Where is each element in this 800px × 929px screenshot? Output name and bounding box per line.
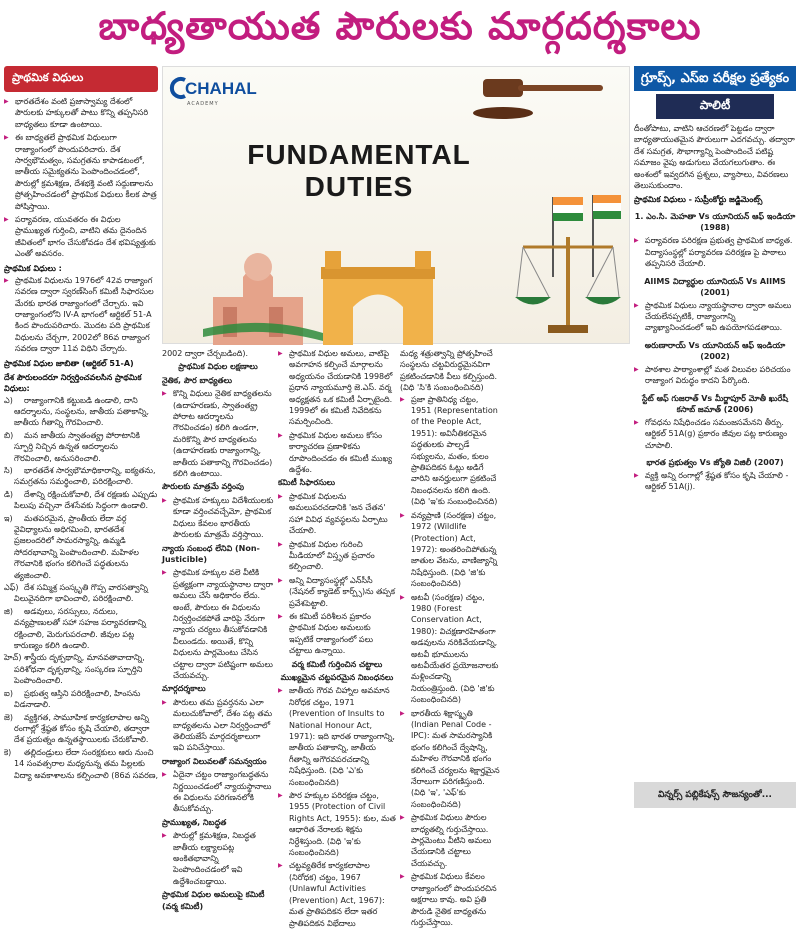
- paragraph: ▶ జాతీయ గౌరవ చిహ్నాల అవమాన నిరోధక చట్టం, 1971 (Prevention of Insults to National Honour Act, 1971): ఇది భారత రాజ్యాంగాన్ని, జాతీయ పతాకాన్ని, జాతీయ గీతాన్ని అగౌరవపరచడాన్ని నిషేధిస్తుంది. (విధి 'ఎ'కు సంబంధించినది): [278, 685, 396, 788]
- logo-text: CHAHAL: [185, 79, 257, 98]
- subheading: వర్మ కమిటీ గుర్తించిన చట్టాలు: [291, 659, 383, 669]
- body-column-3: [400, 348, 500, 927]
- paragraph: ▶ ఏదైనా చట్టం రాజ్యాంగబద్ధతను నిర్ణయించడంలో న్యాయస్థానాలు ఈ విధులను పరిగణనలోకి తీసుకోవచ్చు.: [162, 769, 274, 815]
- footer-credit: విన్నర్స్ పబ్లికేషన్స్ సౌజన్యంతో...: [634, 782, 796, 808]
- paragraph: ▶ పౌరులు తమ ప్రవర్తనను ఎలా మలుచుకోవాలో, దేశం పట్ల తమ బాధ్యతలను ఎలా నిర్వర్తించాలో తెలియజేసే మార్గదర్శకాలుగా ఇవి పనిచేస్తాయి.: [162, 697, 274, 754]
- paragraph: ▶ ప్రజా ప్రాతినిధ్య చట్టం, 1951 (Representation of the People Act, 1951): అవినీతికరమైన పద్ధతులకు పాల్పడే సభ్యులను, మతం, కులం ప్రాతిపదికన ఓట్లు అడిగే వారిని అనర్హులుగా ప్రకటించే నిబంధనలను కలిగి ఉంది. (విధి 'ఇ'కు సంబంధించినది): [400, 394, 500, 508]
- paragraph: ▶ భారతీయ శిక్షాస్మృతి (Indian Penal Code - IPC): మత సామరస్యానికి భంగం కలిగించే ద్వేషాన్ని, మహిళల గౌరవానికి భంగం కలిగించే చర్యలను శిక్షార్హమైన నేరాలుగా పరిగణిస్తుంది. (విధి 'ఇ', 'ఎఫ్'కు సంబంధించినది): [400, 708, 500, 811]
- subheading: ప్రాథమిక విధుల జాబితా (ఆర్టికల్ 51-A): [4, 358, 134, 368]
- paragraph: ▶ అన్ని విద్యాసంస్థల్లో ఎన్‌సీసీ (నేషనల్ క్యాడెట్ కార్ప్స్)ను తప్పక ప్రవేశపెట్టాలి.: [278, 575, 396, 609]
- gavel-icon: [463, 73, 613, 123]
- paragraph: ▶ ఈ కమిటీ పరిశీలన ప్రకారం ప్రాథమిక విధుల అమలుకు ఇప్పటికే రాజ్యాంగంలో పలు చట్టాలు ఉన్నాయి.: [278, 611, 396, 657]
- paragraph: ▶ పౌర హక్కుల పరిరక్షణ చట్టం, 1955 (Protection of Civil Rights Act, 1955): కుల, మత ఆధారిత నేరాలకు శిక్షను నిర్దేశిస్తుంది. (విధి 'ఇ'కు సంబంధించినది): [278, 790, 396, 858]
- duty-item-text: రాజ్యాంగానికి కట్టుబడి ఉండాలి, దాని ఆదర్శాలను, సంస్థలను, జాతీయ పతాకాన్ని, జాతీయ గీతాన్ని గౌరవించాలి.: [14, 395, 150, 428]
- duty-item-number: సి): [4, 465, 13, 475]
- page-banner: [0, 0, 800, 62]
- duty-item: [4, 652, 158, 686]
- hero-illustration: [162, 66, 630, 344]
- body-column-4: [504, 348, 630, 810]
- page-title: బాధ్యతాయుత పౌరులకు మార్గదర్శకాలు: [98, 4, 702, 48]
- duty-item-text: తల్లిదండ్రులు లేదా సంరక్షకులు ఆరు నుంచి 14 సంవత్సరాల మధ్యనున్న తమ పిల్లలకు విద్యా అవకాశాలను కల్పించాలి (86వ సవరణ,: [14, 747, 159, 780]
- body-column-1: [162, 348, 274, 911]
- duty-item: [4, 395, 158, 429]
- monuments-illustration: [203, 237, 443, 345]
- duty-item-text: అడవులు, సరస్సులు, నదులు, వన్యప్రాణులతో సహా సహజ పర్యావరణాన్ని రక్షించాలి, మెరుగుపరచాలి. జీవుల పట్ల కారుణ్యం కలిగి ఉండాలి.: [14, 606, 146, 651]
- duty-item: [4, 747, 158, 781]
- case-list: [634, 211, 796, 492]
- duty-list: [4, 395, 158, 781]
- duty-item: [4, 712, 158, 746]
- paragraph: ▶ ప్రాథమిక విధుల అమలు, వాటిపై అవగాహన కల్పించే మార్గాలను అధ్యయనం చేయడానికి 1998లో ప్రధాన న్యాయమూర్తి జె.ఎస్. వర్మ అధ్యక్షతన ఒక కమిటీ ఏర్పాటైంది. 1999లో ఈ కమిటీ నివేదికను సమర్పించింది.: [278, 348, 396, 428]
- subheading: రాజ్యాంగ విలువలతో సమన్వయం: [162, 756, 267, 766]
- paragraph: ▶ చట్టవ్యతిరేక కార్యకలాపాల (నిరోధక) చట్టం, 1967 (Unlawful Activities (Prevention) Act, 1967): మత ప్రాతిపదికన లేదా ఇతర ప్రాతిపదికన విభేదాలు: [278, 860, 396, 928]
- case-text: ▶ గోవధను నిషేధించడం సమంజసమేనని తీర్పు. ఆర్టికల్ 51A(g) ప్రకారం జీవుల పట్ల కారుణ్యం చూపాలి.: [634, 417, 796, 451]
- duty-item-number: జి): [4, 606, 13, 616]
- duty-item-text: దేశాన్ని రక్షించుకోవాలి, దేశ రక్షణకు ఎప్పుడు పిలుపు వచ్చినా దేశసేవకు సిద్ధంగా ఉండాలి.: [14, 489, 158, 511]
- paragraph: ▶ ప్రాథమిక విధుల అమలు కోసం కార్యాచరణ ప్రణాళికను రూపొందించడం ఈ కమిటీ ముఖ్య ఉద్దేశం.: [278, 430, 396, 476]
- duty-item: [4, 465, 158, 488]
- paragraph: ▶ ప్రాథమిక విధులు కేవలం రాజ్యాంగంలో పొందుపరచిన అక్షరాలు కావు. అవి ప్రతి పౌరుడి నైతిక బాధ్యతను గుర్తుచేస్తాయి.: [400, 871, 500, 928]
- chahal-logo: [169, 73, 257, 113]
- case-title: స్టేట్ ఆఫ్ గుజరాత్ Vs మీర్జాపూర్ మోతీ ఖురేషీ కసాబ్ జమాత్ (2006): [642, 393, 788, 414]
- subheading: పౌరులకు మాత్రమే వర్తింపు: [162, 482, 245, 492]
- paragraph: ▶ ప్రాథమిక హక్కుల వలె వీటికి ప్రత్యక్షంగా న్యాయస్థానాల ద్వారా అమలు చేసే అధికారం లేదు. అంటే, పౌరులు ఈ విధులను నిర్వర్తించకపోతే వారిపై నేరుగా న్యాయ చర్యలు తీసుకోవడానికి వీలుండదు. అయితే, కొన్ని విధులను పార్లమెంటు చేసిన చట్టాల ద్వారా పటిష్టంగా అమలు చేయవచ్చు.: [162, 567, 274, 681]
- subheading: కమిటీ సిఫారసులు: [278, 478, 336, 488]
- duty-item: [4, 489, 158, 512]
- right-column: [634, 66, 796, 810]
- duty-item-text: వ్యక్తిగత, సామూహిక కార్యకలాపాల అన్ని రంగాల్లో శ్రేష్ఠత కోసం కృషి చేయాలి, తద్వారా దేశ ప్రయత్నం ఉన్నతస్థాయిలకు చేరుకోవాలి.: [14, 712, 150, 745]
- duty-item-number: బి): [4, 430, 14, 440]
- paragraph: ▶ ప్రాథమిక విధుల గురించి మీడియాలో విస్తృత ప్రచారం కల్పించాలి.: [278, 539, 396, 573]
- paragraph: మధ్య శత్రుత్వాన్ని ప్రోత్సహించే సంస్థలను చట్టవిరుద్ధమైనవిగా ప్రకటించడానికి వీలు కల్పిస్తుంది. (విధి 'సి'కి సంబంధించినది): [400, 349, 498, 393]
- intro-paragraph: దీంతోపాటు, వాటిని ఆచరణలో పెట్టడం ద్వారా బాధ్యతాయుతమైన పౌరులుగా ఎదగవచ్చు. తద్వారా దేశ సమగ్రత, సౌభాగ్యాన్ని పెంపొందించే పటిష్ట సమాజం వైపు అడుగులు వేయగలుగుతాం. ఈ అంశంలో ఇవ్వదగిన ప్రశ్నలు, వ్యాసాలు, వివరణలు తెలుసుకుందాం.: [634, 124, 795, 191]
- polity-header: పాలిటీ: [656, 94, 774, 119]
- duty-item-number: ఎ): [4, 395, 13, 405]
- duty-item-number: హెచ్): [4, 653, 22, 663]
- duty-item: [4, 582, 158, 605]
- case-title: అరుణారాయ్ Vs యూనియన్ ఆఫ్ ఇండియా (2002): [644, 340, 786, 361]
- logo-subtext: ACADEMY: [187, 101, 219, 107]
- intro-paragraph: ▶ ఈ బాధ్యతలే ప్రాథమిక విధులుగా రాజ్యాంగంలో పొందుపరిచారు. దేశ సార్వభౌమత్వం, సమగ్రతను కాపాడటంలో, జాతీయ సమైక్యతను పెంపొందించడంలో, పౌరుల్లో క్రమశిక్షణ, దేశభక్తి వంటి సద్గుణాలను ప్రోత్సహించడంలో ప్రాథమిక విధులు కీలక పాత్ర పోషిస్తాయి.: [4, 132, 158, 212]
- paragraph: ▶ కొన్ని విధులు నైతిక బాధ్యతలను (ఉదాహరణకు, స్వాతంత్య్ర పోరాట ఆదర్శాలను గౌరవించడం) కలిగి ఉండగా, మరికొన్ని పౌర బాధ్యతలను (ఉదాహరణకు రాజ్యాంగాన్ని, జాతీయ పతాకాన్ని గౌరవించడం) కలిగి ఉంటాయి.: [162, 388, 274, 479]
- duty-item-text: దేశ సమ్మిశ్ర సంస్కృతి గొప్ప వారసత్వాన్ని విలువైనదిగా భావించాలి, పరిరక్షించాలి.: [14, 583, 148, 604]
- duty-item-number: జె): [4, 712, 13, 722]
- hero-title: FUNDAMENTAL DUTIES: [247, 139, 471, 202]
- case-text: ▶ పర్యావరణ పరిరక్షణ ప్రభుత్వ ప్రాథమిక బాధ్యత. విద్యాసంస్థల్లో పర్యావరణ పరిరక్షణ పై పాఠాలు తప్పనిసరి చేయాలి.: [634, 235, 796, 269]
- duty-item: [4, 606, 158, 652]
- case-text: ▶ ప్రాథమిక విధులు న్యాయస్థానాల ద్వారా అమలు చేయలేనప్పటికీ, రాజ్యాంగాన్ని వ్యాఖ్యానించడంలో ఇవి ఉపయోగపడతాయి.: [634, 300, 796, 334]
- left-column: [4, 66, 158, 810]
- paragraph: ▶ ప్రాథమిక హక్కులు విదేశీయులకు కూడా వర్తించవచ్చేమో, ప్రాథమిక విధులు కేవలం భారతీయ పౌరులకు మాత్రమే వర్తిస్తాయి.: [162, 495, 274, 541]
- duty-item-text: మతపరమైన, ప్రాంతీయ లేదా వర్గ వైవిధ్యాలను అధిగమించి, భారతదేశ ప్రజలందరిలో సామరస్యాన్ని, ఉమ్మడి సోదరభావాన్ని పెంపొందించాలి. మహిళల గౌరవానికి భంగం కలిగించే పద్ధతులను త్యజించాలి.: [14, 513, 139, 580]
- duty-item-text: ప్రభుత్వ ఆస్తిని పరిరక్షించాలి, హింసను విడనాడాలి.: [14, 688, 141, 710]
- subheading: ప్రాముఖ్యత, నిబద్ధత: [162, 817, 227, 827]
- duty-item-text: మన జాతీయ స్వాతంత్య్ర పోరాటానికి స్ఫూర్తి నిచ్చిన ఉన్నత ఆదర్శాలను గౌరవించాలి, అనుసరించాలి.: [14, 430, 140, 463]
- duty-item-number: కె): [4, 747, 12, 757]
- section-heading: ప్రాథమిక విధుల లక్షణాలు: [178, 362, 258, 372]
- paragraph: ▶ పౌరుల్లో క్రమశిక్షణ, నిబద్ధత జాతీయ లక్ష్యాలపట్ల అంకితభావాన్ని పెంపొందించడంలో ఇవి ఉద్దేశించబడ్డాయి.: [162, 830, 274, 887]
- paragraph: 2002 ద్వారా చేర్చబడింది).: [162, 349, 249, 358]
- duty-item-text: శాస్త్రీయ దృక్పథాన్ని, మానవతావాదాన్ని, పరిశోధనా దృక్పథాన్ని, సంస్కరణ స్ఫూర్తిని పెంపొందించాలి.: [14, 653, 145, 686]
- duty-item-text: భారతదేశ సార్వభౌమాధికారాన్ని, ఐక్యతను, సమగ్రతను సమర్థించాలి, పరిరక్షించాలి.: [14, 465, 156, 487]
- paragraph: ▶ ప్రాథమిక విధులు పౌరుల బాధ్యతల్ని గుర్తుచేస్తాయి. పార్లమెంటు వీటిని అమలు చేయడానికి చట్టాలు చేయవచ్చు.: [400, 812, 500, 869]
- intro-paragraph: ▶ భారతదేశం వంటి ప్రజాస్వామ్య దేశంలో పౌరులకు హక్కులతో పాటు కొన్ని తప్పనిసరి బాధ్యతలు కూడా ఉంటాయి.: [4, 96, 158, 130]
- case-title: భారత ప్రభుత్వం Vs జ్యోతి విజిలీ (2007): [646, 457, 784, 467]
- duty-item: [4, 513, 158, 581]
- duty-item-number: ఇ): [4, 513, 13, 523]
- case-title: AIIMS విద్యార్థుల యూనియన్ Vs AIIMS (2001): [644, 276, 786, 297]
- subheading: ముఖ్యమైన చట్టపరమైన నిబంధనలు: [280, 672, 394, 682]
- duty-item-number: డి): [4, 489, 14, 499]
- paragraph: ▶ ప్రాథమిక విధులను అమలుపరచడానికి 'జన చేతన' సహా వివిధ వ్యవస్థలను ఏర్పాటు చేయాలి.: [278, 491, 396, 537]
- group-header: గ్రూప్స్, ఎస్ఐ పరీక్షల ప్రత్యేకం: [634, 66, 796, 91]
- case-title: 1. ఎం.సి. మెహతా Vs యూనియన్ ఆఫ్ ఇండియా (1988): [634, 212, 796, 233]
- duty-item: [4, 430, 158, 464]
- duty-item: [4, 688, 158, 711]
- paragraph: ▶ అటవీ (సంరక్షణ) చట్టం, 1980 (Forest Conservation Act, 1980): విచక్షణారహితంగా అడవులను నరికివేయడాన్ని, అటవీ భూములను అటవీయేతర ప్రయోజనాలకు మళ్లించడాన్ని నియంత్రిస్తుంది. (విధి 'జి'కు సంబంధించినది): [400, 592, 500, 706]
- subheading: ప్రాథమిక విధులు :: [4, 263, 62, 273]
- subheading: దేశ పౌరులందరూ నిర్వర్తించవలసిన ప్రాథమిక విధులు:: [4, 372, 142, 393]
- left-section-header: ప్రాథమిక విధులు: [4, 66, 158, 92]
- body-column-2: [278, 348, 396, 928]
- paragraph: ▶ వన్యప్రాణి (సంరక్షణ) చట్టం, 1972 (Wildlife (Protection) Act, 1972): అంతరించిపోతున్న జాతుల వేటను, వాణిజ్యాన్ని నిషేధిస్తుంది. (విధి 'జి'కు సంబంధించినది): [400, 510, 500, 590]
- subheading: ప్రాథమిక విధుల అమలుపై కమిటీ (వర్మ కమిటీ): [162, 890, 265, 911]
- paragraph: ▶ ప్రాథమిక విధులను 1976లో 42వ రాజ్యాంగ సవరణ ద్వారా స్వరణ్‌సింగ్ కమిటీ సిఫారసుల మేరకు భారత రాజ్యాంగంలో చేర్చారు. ఇవి రాజ్యాంగంలోని IV-A భాగంలో ఆర్టికల్ 51-A కింద పొందుపరిచారు. మొదట పది ప్రాథమిక విధులను చేర్చగా, 2002లో 86వ రాజ్యాంగ సవరణ ద్వారా 11వ విధిని చేర్చారు.: [4, 275, 158, 355]
- case-text: ▶ వ్యక్తి అన్ని రంగాల్లో శ్రేష్ఠత కోసం కృషి చేయాలి - ఆర్టికల్ 51A(j).: [634, 470, 796, 493]
- subheading: మార్గదర్శకాలు: [162, 684, 206, 694]
- subheading: ప్రాథమిక విధులు - సుప్రీంకోర్టు జడ్జిమెంట్స్: [634, 195, 763, 205]
- subheading: నైతిక, పౌర బాధ్యతలు: [162, 375, 233, 385]
- case-text: ▶ పాఠశాల పాఠ్యాంశాల్లో మత విలువల పరిచయం రాజ్యాంగ విరుద్ధం కాదని పేర్కొంది.: [634, 364, 796, 387]
- duty-item-number: ఐ): [4, 688, 13, 698]
- duty-item-number: ఎఫ్): [4, 583, 19, 593]
- subheading: న్యాయ సంబంధ లేనివి (Non-Justicible): [162, 543, 260, 564]
- scales-of-justice-icon: [513, 217, 623, 337]
- intro-paragraph: ▶ పర్యావరణ, యువతరం ఈ విధుల ప్రాముఖ్యత గుర్తించి, వాటిని తమ దైనందిన జీవితంలో భాగం చేసుకోవడం దేశ భవిష్యత్తుకు ఎంతో అవసరం.: [4, 214, 158, 260]
